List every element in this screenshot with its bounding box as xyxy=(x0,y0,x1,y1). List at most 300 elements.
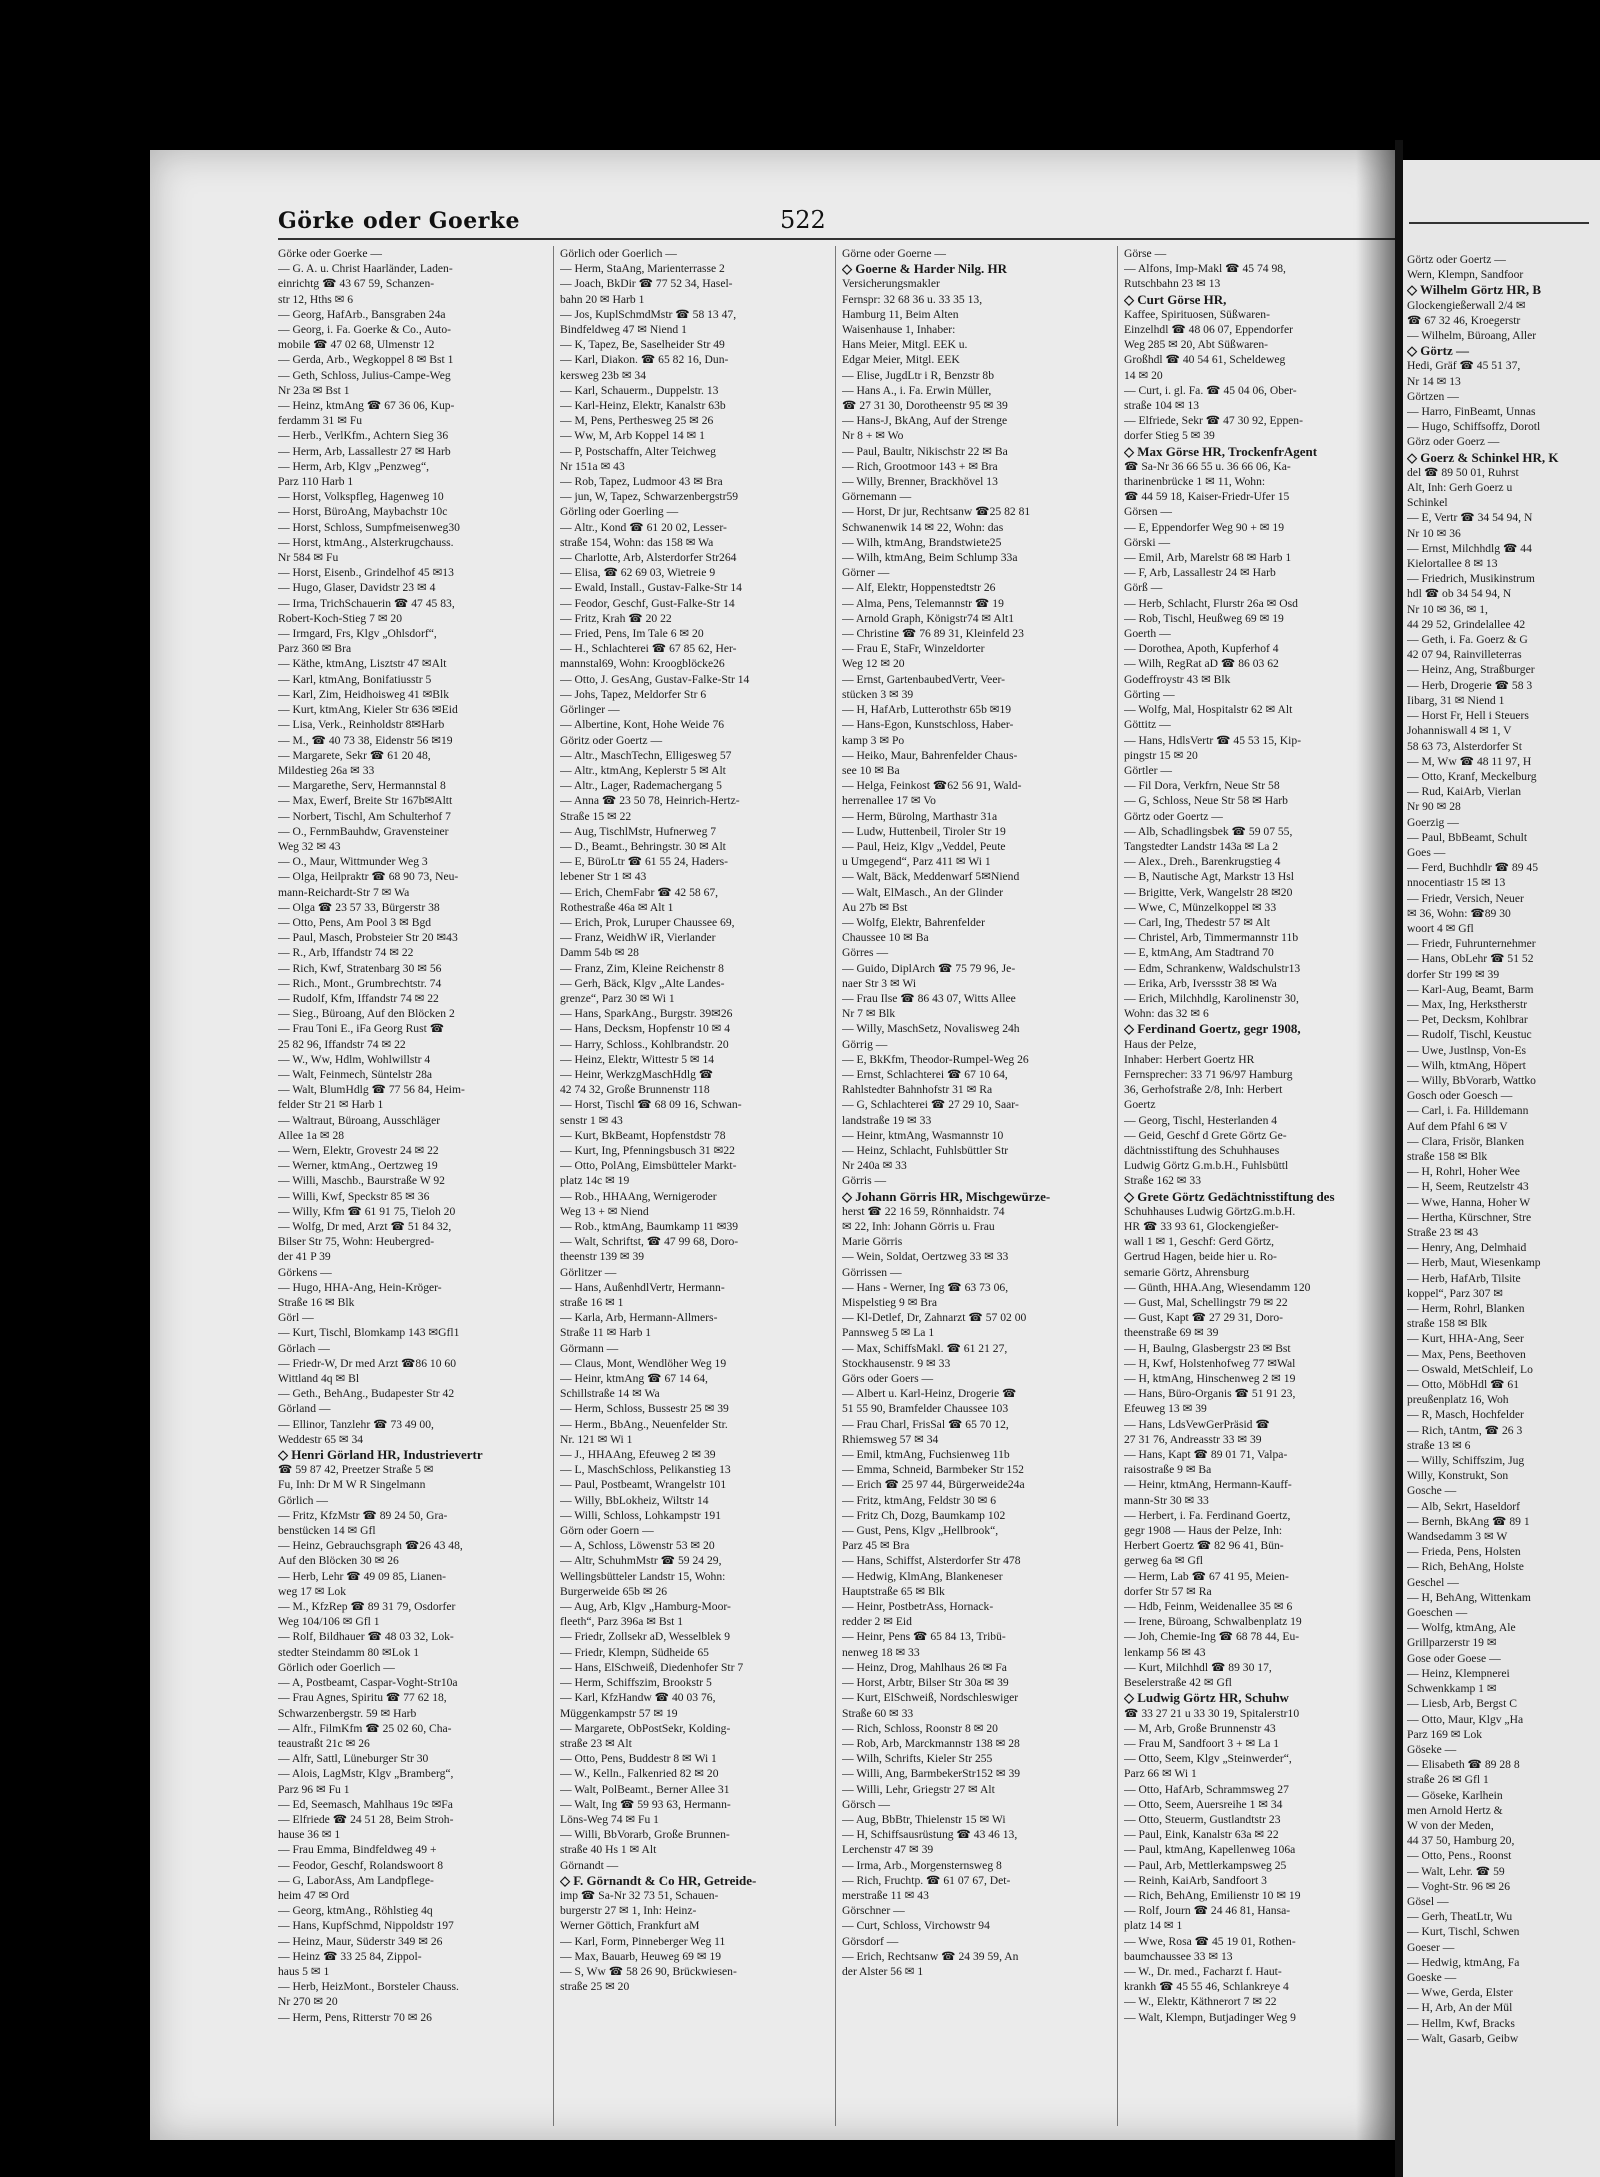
directory-entry-line: Wohn: das 32 ✉ 6 xyxy=(1124,1007,1209,1021)
directory-entry-line: — W., Elektr, Käthnerort 7 ✉ 22 xyxy=(1124,1995,1277,2009)
directory-entry-line: — Herm, Lab ☎ 67 41 95, Meien- xyxy=(1124,1569,1289,1583)
directory-entry-line: — Georg, HafArb., Bansgraben 24a xyxy=(278,307,446,321)
directory-entry-line: Fu, Inh: Dr M W R Singelmann xyxy=(278,1478,426,1492)
directory-entry-line: 44 37 50, Hamburg 20, xyxy=(1407,1834,1515,1848)
directory-entry-line: ◇ F. Görnandt & Co HR, Getreide- xyxy=(560,1872,757,1888)
facing-column xyxy=(1407,252,1600,2046)
surname-heading: Görsch — xyxy=(842,1797,890,1811)
directory-entry-line: Efeuweg 13 ✉ 39 xyxy=(1124,1402,1207,1416)
directory-entry-line: stücken 3 ✉ 39 xyxy=(842,687,914,701)
surname-heading: Goes — xyxy=(1407,845,1446,859)
directory-entry-line: — E, BüroLtr ☎ 61 55 24, Haders- xyxy=(560,855,729,869)
directory-entry-line: Beselerstraße 42 ✉ Gfl xyxy=(1124,1676,1232,1690)
directory-entry-line: Parz 169 ✉ Lok xyxy=(1407,1727,1483,1741)
directory-entry-line: ◇ Wilhelm Görtz HR, B xyxy=(1407,282,1542,298)
page-number: 522 xyxy=(780,206,826,234)
directory-entry-line: — Heinr, Pens ☎ 65 84 13, Tribü- xyxy=(842,1630,1006,1644)
directory-entry-line: — Hellm, Kwf, Bracks xyxy=(1407,2016,1515,2030)
directory-entry-line: — W., Dr. med., Facharzt f. Haut- xyxy=(1124,1964,1282,1978)
directory-entry-line: — Hertha, Kürschner, Stre xyxy=(1407,1210,1532,1224)
directory-entry-line: — Georg, i. Fa. Goerke & Co., Auto- xyxy=(278,323,452,337)
column-4 xyxy=(1124,246,1394,2126)
directory-entry-line: Parz 45 ✉ Bra xyxy=(842,1539,910,1553)
directory-entry-line: — Karl, ktmAng, Bonifatiusstr 5 xyxy=(278,672,432,686)
directory-entry-line: — Günth, HHA.Ang, Wiesendamm 120 xyxy=(1124,1280,1311,1294)
directory-entry-line: — Albertine, Kont, Hohe Weide 76 xyxy=(560,718,725,732)
directory-entry-line: — Hans, HdlsVertr ☎ 45 53 15, Kip- xyxy=(1124,733,1302,747)
directory-entry-line: der 41 P 39 xyxy=(278,1250,331,1264)
directory-entry-line: — Horst, Tischl ☎ 68 09 16, Schwan- xyxy=(560,1098,742,1112)
directory-entry-line: — K, Tapez, Be, Saselheider Str 49 xyxy=(560,338,725,352)
directory-entry-line: Weg 13 + ✉ Niend xyxy=(560,1204,649,1218)
directory-entry-line: men Arnold Hertz & xyxy=(1407,1803,1503,1817)
directory-entry-line: Einzelhdl ☎ 48 06 07, Eppendorfer xyxy=(1124,323,1293,337)
surname-heading: Geschel — xyxy=(1407,1575,1459,1589)
directory-entry-line: Bindfeldweg 47 ✉ Niend 1 xyxy=(560,323,687,337)
directory-entry-line: Nr 584 ✉ Fu xyxy=(278,551,339,565)
directory-entry-line: ✉ 22, Inh: Johann Görris u. Frau xyxy=(842,1220,995,1233)
directory-entry-line: — Karl, Form, Pinneberger Weg 11 xyxy=(560,1934,726,1948)
directory-entry-line: — Walt, BlumHdlg ☎ 77 56 84, Heim- xyxy=(278,1083,465,1097)
directory-entry-line: — Wwe, Rosa ☎ 45 19 01, Rothen- xyxy=(1124,1934,1296,1948)
directory-entry-line: Rutschbahn 23 ✉ 13 xyxy=(1124,277,1221,291)
directory-entry-line: herrenallee 17 ✉ Vo xyxy=(842,794,936,808)
directory-entry-line: — Horst, Volkspfleg, Hagenweg 10 xyxy=(278,490,444,504)
directory-entry-line: W von der Meden, xyxy=(1407,1818,1494,1832)
directory-entry-line: Godeffroystr 43 ✉ Blk xyxy=(1124,672,1231,686)
directory-entry-line: — Fritz, ktmAng, Feldstr 30 ✉ 6 xyxy=(842,1493,996,1507)
directory-entry-line: redder 2 ✉ Eid xyxy=(842,1615,912,1629)
directory-entry-line: — Fried, Pens, Im Tale 6 ✉ 20 xyxy=(560,627,704,641)
directory-entry-line: — D., Beamt., Behringstr. 30 ✉ Alt xyxy=(560,839,726,853)
directory-entry-line: naer Str 3 ✉ Wi xyxy=(842,976,917,990)
directory-entry-line: — Joh, Chemie-Ing ☎ 68 78 44, Eu- xyxy=(1124,1630,1300,1644)
directory-entry-line: straße 16 ✉ 1 xyxy=(560,1296,624,1310)
directory-entry-line: HR ☎ 33 93 61, Glockengießer- xyxy=(1124,1220,1279,1233)
directory-entry-line: Nr 10 ✉ 36, ✉ 1, xyxy=(1407,602,1488,616)
directory-entry-line: ◇ Goerne & Harder Nilg. HR xyxy=(842,261,1008,277)
directory-entry-line: dorfer Stieg 5 ✉ 39 xyxy=(1124,429,1215,443)
directory-entry-line: Nr 23a ✉ Bst 1 xyxy=(278,383,350,397)
directory-entry-line: — O., Maur, Wittmunder Weg 3 xyxy=(278,855,428,869)
directory-entry-line: Versicherungsmakler xyxy=(842,277,940,291)
directory-entry-line: — Rudolf, Kfm, Iffandstr 74 ✉ 22 xyxy=(278,991,439,1005)
directory-entry-line: — Karla, Arb, Hermann-Allmers- xyxy=(560,1311,718,1325)
surname-heading: Görß — xyxy=(1124,581,1163,595)
directory-entry-line: Marie Görris xyxy=(842,1235,903,1249)
directory-entry-line: ◇ Johann Görris HR, Mischgewürze- xyxy=(842,1188,1051,1204)
directory-entry-line: — Oswald, MetSchleif, Lo xyxy=(1407,1362,1533,1376)
directory-entry-line: — Herm, Schiffszim, Brookstr 5 xyxy=(560,1676,712,1690)
surname-heading: Görsdorf — xyxy=(842,1934,899,1948)
directory-entry-line: — P, Postschaffn, Alter Teichweg xyxy=(560,444,716,458)
directory-entry-line: — Hans, ElSchweiß, Diedenhofer Str 7 xyxy=(560,1660,744,1674)
directory-entry-line: — Otto, Maur, Klgv „Ha xyxy=(1407,1712,1524,1726)
directory-entry-line: — Karl, KfzHandw ☎ 40 03 76, xyxy=(560,1691,716,1705)
directory-entry-line: — Willi, Schloss, Lohkampstr 191 xyxy=(560,1508,721,1522)
directory-entry-line: — Aug, BbBtr, Thielenstr 15 ✉ Wi xyxy=(842,1812,1006,1826)
directory-entry-line: — Horst, Schloss, Sumpfmeisenweg30 xyxy=(278,520,460,534)
directory-entry-line: straße 13 ✉ 6 xyxy=(1407,1438,1471,1452)
directory-entry-line: — Heinz ☎ 33 25 84, Zippol- xyxy=(278,1949,422,1963)
directory-entry-line: — Willi, Ang, BarmbekerStr152 ✉ 39 xyxy=(842,1767,1021,1781)
directory-entry-line: straße 23 ✉ Alt xyxy=(560,1736,632,1750)
directory-entry-line: — Herm, Pens, Ritterstr 70 ✉ 26 xyxy=(278,2010,432,2024)
directory-entry-line: — E, Eppendorfer Weg 90 + ✉ 19 xyxy=(1124,520,1284,534)
directory-entry-line: — Frau Emma, Bindfeldweg 49 + xyxy=(278,1843,437,1857)
directory-entry-line: — R., Arb, Iffandstr 74 ✉ 22 xyxy=(278,946,414,960)
directory-entry-line: — Hans, Büro-Organis ☎ 51 91 23, xyxy=(1124,1387,1296,1401)
directory-entry-line: str 12, Hths ✉ 6 xyxy=(278,292,354,306)
surname-heading: Görs oder Goers — xyxy=(842,1372,934,1386)
directory-entry-line: — Kurt, Tischl, Blomkamp 143 ✉Gfl1 xyxy=(278,1326,460,1340)
directory-entry-line: — Wern, Elektr, Grovestr 24 ✉ 22 xyxy=(278,1143,439,1157)
directory-entry-line: — Wolfg, Dr med, Arzt ☎ 51 84 32, xyxy=(278,1220,452,1233)
surname-heading: Goeske — xyxy=(1407,1970,1457,1984)
directory-entry-line: — Gust, Pens, Klgv „Hellbrook“, xyxy=(842,1524,999,1538)
directory-entry-line: preußenplatz 16, Woh xyxy=(1407,1393,1509,1407)
directory-entry-line: — M., ☎ 40 73 38, Eidenstr 56 ✉19 xyxy=(278,733,453,747)
directory-entry-line: — Geth., BehAng., Budapester Str 42 xyxy=(278,1387,455,1401)
directory-entry-line: Straße 60 ✉ 33 xyxy=(842,1706,914,1720)
directory-entry-line: — Wolfg, Mal, Hospitalstr 62 ✉ Alt xyxy=(1124,703,1293,717)
column-divider xyxy=(1117,246,1118,2126)
surname-heading: Goerzig — xyxy=(1407,815,1459,829)
directory-entry-line: — Walt, Klempn, Butjadinger Weg 9 xyxy=(1124,2010,1296,2024)
directory-entry-line: — Wilh, ktmAng, Beim Schlump 33a xyxy=(842,551,1018,565)
directory-entry-line: — Rob, Tischl, Heußweg 69 ✉ 19 xyxy=(1124,611,1284,625)
directory-entry-line: hause 36 ✉ 1 xyxy=(278,1828,341,1842)
directory-entry-line: — Heiko, Maur, Bahrenfelder Chaus- xyxy=(842,748,1018,762)
directory-entry-line: Nr 90 ✉ 28 xyxy=(1407,800,1461,814)
directory-entry-line: — H, Baulng, Glasbergstr 23 ✉ Bst xyxy=(1124,1341,1291,1355)
directory-entry-line: Hamburg 11, Beim Alten xyxy=(842,307,959,321)
directory-entry-line: Schuhhauses Ludwig GörtzG.m.b.H. xyxy=(1124,1204,1296,1218)
directory-entry-line: — Elfriede, Sekr ☎ 47 30 92, Eppen- xyxy=(1124,414,1303,428)
directory-entry-line: — Charlotte, Arb, Alsterdorfer Str264 xyxy=(560,551,737,565)
directory-entry-line: — Otto, Pens, Buddestr 8 ✉ Wi 1 xyxy=(560,1752,717,1766)
directory-entry-line: Weg 32 ✉ 43 xyxy=(278,839,341,853)
directory-entry-line: — Otto, HafArb, Schrammsweg 27 xyxy=(1124,1782,1289,1796)
directory-entry-line: — Kurt, ElSchweiß, Nordschleswiger xyxy=(842,1691,1019,1705)
directory-entry-line: — G, Schloss, Neue Str 58 ✉ Harb xyxy=(1124,794,1288,808)
directory-entry-line: tharinenbrücke 1 ✉ 11, Wohn: xyxy=(1124,475,1266,489)
directory-entry-line: — Geth, Schloss, Julius-Campe-Weg xyxy=(278,368,451,382)
directory-entry-line: Hans Meier, Mitgl. EEK u. xyxy=(842,338,968,352)
directory-entry-line: Iibarg, 31 ✉ Niend 1 xyxy=(1407,693,1505,707)
directory-entry-line: — Otto, Seem, Klgv „Steinwerder“, xyxy=(1124,1752,1292,1766)
facing-header-rule xyxy=(1409,222,1589,224)
directory-entry-line: haus 5 ✉ 1 xyxy=(278,1964,330,1978)
directory-entry-line: — Käthe, ktmAng, Lisztstr 47 ✉Alt xyxy=(278,657,447,671)
directory-entry-line: — Erich, ChemFabr ☎ 42 58 67, xyxy=(560,885,719,899)
directory-entry-line: — Paul, Arb, Mettlerkampsweg 25 xyxy=(1124,1858,1287,1872)
directory-entry-line: — Horst Fr, Hell i Steuers xyxy=(1407,709,1529,723)
directory-entry-line: — Heinr, ktmAng, Hermann-Kauff- xyxy=(1124,1478,1292,1492)
directory-entry-line: — Horst, Eisenb., Grindelhof 45 ✉13 xyxy=(278,566,454,580)
directory-entry-line: — Rob, Arb, Marckmannstr 138 ✉ 28 xyxy=(842,1736,1020,1750)
directory-entry-line: burgerstr 27 ✉ 1, Inh: Heinz- xyxy=(560,1904,697,1918)
directory-entry-line: Weg 12 ✉ 20 xyxy=(842,657,905,671)
directory-entry-line: ✉ 36, Wohn: ☎89 30 xyxy=(1407,906,1511,920)
directory-entry-line: Haus der Pelze, xyxy=(1124,1037,1197,1051)
directory-entry-line: mannstal69, Wohn: Kroogblöcke26 xyxy=(560,657,725,671)
directory-entry-line: — Wwe, Gerda, Elster xyxy=(1407,1986,1513,2000)
directory-entry-line: — Edm, Schrankenw, Waldschulstr13 xyxy=(1124,961,1301,975)
directory-entry-line: — Jos, KuplSchmdMstr ☎ 58 13 47, xyxy=(560,307,737,321)
directory-entry-line: — Willy, BbVorarb, Wattko xyxy=(1407,1073,1536,1087)
surname-heading: Görlitzer — xyxy=(560,1265,617,1279)
directory-entry-line: — Heinz, Elektr, Wittestr 5 ✉ 14 xyxy=(560,1052,715,1066)
directory-entry-line: — Paul, Eink, Kanalstr 63a ✉ 22 xyxy=(1124,1828,1279,1842)
surname-heading: ◇ Görtz — xyxy=(1407,343,1469,359)
directory-entry-line: — Karl-Aug, Beamt, Barm xyxy=(1407,982,1534,996)
surname-heading: Görting — xyxy=(1124,687,1175,701)
directory-entry-line: — Alb, Sekrt, Haseldorf xyxy=(1407,1499,1521,1513)
directory-entry-line: Wandsedamm 3 ✉ W xyxy=(1407,1530,1508,1544)
directory-entry-line: — Franz, WeidhW iR, Vierlander xyxy=(560,931,716,945)
directory-entry-line: — Aug, Arb, Klgv „Hamburg-Moor- xyxy=(560,1600,731,1614)
directory-entry-line: — jun, W, Tapez, Schwarzenbergstr59 xyxy=(560,490,739,504)
directory-entry-line: merstraße 11 ✉ 43 xyxy=(842,1888,929,1902)
surname-heading: Görtler — xyxy=(1124,763,1172,777)
directory-entry-line: — Dorothea, Apoth, Kupferhof 4 xyxy=(1124,642,1279,656)
directory-entry-line: Nr 240a ✉ 33 xyxy=(842,1159,907,1173)
directory-entry-line: straße 25 ✉ 20 xyxy=(560,1980,630,1994)
directory-entry-line: koppel“, Parz 307 ✉ xyxy=(1407,1286,1503,1300)
directory-entry-line: Edgar Meier, Mitgl. EEK xyxy=(842,353,960,367)
directory-entry-line: — Herm, Schloss, Bussestr 25 ✉ 39 xyxy=(560,1402,729,1416)
directory-entry-line: — Paul, ktmAng, Kapellenweg 106a xyxy=(1124,1843,1296,1857)
directory-entry-line: — Walt, Gasarb, Geibw xyxy=(1407,2031,1519,2045)
directory-entry-line: — Herbert, i. Fa. Ferdinand Goertz, xyxy=(1124,1508,1291,1522)
directory-entry-line: — Kl-Detlef, Dr, Zahnarzt ☎ 57 02 00 xyxy=(842,1311,1027,1325)
directory-entry-line: Grillparzerstr 19 ✉ xyxy=(1407,1636,1497,1650)
directory-entry-line: — Otto, PolAng, Eimsbütteler Markt- xyxy=(560,1159,737,1173)
directory-entry-line: platz 14c ✉ 19 xyxy=(560,1174,630,1188)
directory-entry-line: — Max, Pens, Beethoven xyxy=(1407,1347,1526,1361)
directory-entry-line: — Georg, Tischl, Hesterlanden 4 xyxy=(1124,1113,1278,1127)
directory-entry-line: dächtnisstiftung des Schuhhauses xyxy=(1124,1143,1280,1157)
directory-entry-line: — Wolfg, Elektr, Bahrenfelder xyxy=(842,915,985,929)
directory-entry-line: — Max, SchiffsMakl. ☎ 61 21 27, xyxy=(842,1341,1008,1355)
directory-entry-line: — Christel, Arb, Timmermannstr 11b xyxy=(1124,931,1299,945)
directory-entry-line: nenweg 18 ✉ 33 xyxy=(842,1645,920,1659)
directory-entry-line: bahn 20 ✉ Harb 1 xyxy=(560,292,645,306)
directory-entry-line: — H, Schiffsausrüstung ☎ 43 46 13, xyxy=(842,1828,1018,1842)
directory-entry-line: — Bernh, BkAng ☎ 89 1 xyxy=(1407,1514,1530,1528)
directory-entry-line: dorfer Str 199 ✉ 39 xyxy=(1407,967,1500,981)
directory-entry-line: Au 27b ✉ Bst xyxy=(842,900,908,914)
directory-entry-line: — Erich, Milchhdlg, Karolinenstr 30, xyxy=(1124,991,1299,1005)
directory-entry-line: ☎ Sa-Nr 36 66 55 u. 36 66 06, Ka- xyxy=(1124,459,1291,473)
directory-entry-line: — W., Ww, Hdlm, Wohlwillstr 4 xyxy=(278,1052,431,1066)
directory-entry-line: — Heinz, ktmAng ☎ 67 36 06, Kup- xyxy=(278,399,455,413)
directory-entry-line: — Hedwig, KlmAng, Blankeneser xyxy=(842,1569,1003,1583)
directory-entry-line: — Hans-J, BkAng, Auf der Strenge xyxy=(842,414,1008,428)
directory-entry-line: — Wilh, ktmAng, Höpert xyxy=(1407,1058,1526,1072)
directory-entry-line: — Paul, Masch, Probsteier Str 20 ✉43 xyxy=(278,931,458,945)
directory-entry-line: — Kurt, ktmAng, Kieler Str 636 ✉Eid xyxy=(278,703,458,717)
directory-entry-line: ferdamm 31 ✉ Fu xyxy=(278,414,363,428)
directory-entry-line: — Ernst, Schlachterei ☎ 67 10 64, xyxy=(842,1067,1008,1081)
directory-entry-line: — Herm, Bürolng, Marthastr 31a xyxy=(842,809,998,823)
surname-heading: Görrig — xyxy=(842,1037,888,1051)
directory-entry-line: — Walt, Schriftst, ☎ 47 99 68, Doro- xyxy=(560,1235,739,1249)
directory-entry-line: — Otto, Seem, Auersreihe 1 ✉ 34 xyxy=(1124,1797,1283,1811)
directory-entry-line: — Kurt, Milchhdl ☎ 89 30 17, xyxy=(1124,1660,1272,1674)
directory-entry-line: Auf dem Pfahl 6 ✉ V xyxy=(1407,1119,1508,1133)
directory-entry-line: — Hans, Kapt ☎ 89 01 71, Valpa- xyxy=(1124,1448,1288,1462)
directory-entry-line: — Kurt, BkBeamt, Hopfenstdstr 78 xyxy=(560,1128,726,1142)
directory-entry-line: — Max, Bauarb, Heuweg 69 ✉ 19 xyxy=(560,1949,722,1963)
directory-entry-line: — Arnold Graph, Königstr74 ✉ Alt1 xyxy=(842,611,1015,625)
directory-entry-line: — Frau Agnes, Spiritu ☎ 77 62 18, xyxy=(278,1691,447,1705)
directory-entry-line: — Hugo, Glaser, Davidstr 23 ✉ 4 xyxy=(278,581,436,595)
surname-heading: Görke oder Goerke — xyxy=(278,247,382,260)
surname-heading: Görl — xyxy=(278,1311,314,1325)
directory-entry-line: — Rob., ktmAng, Baumkamp 11 ✉39 xyxy=(560,1220,739,1233)
directory-entry-line: — E, ktmAng, Am Stadtrand 70 xyxy=(1124,946,1274,960)
directory-entry-line: Bilser Str 75, Wohn: Heubergred- xyxy=(278,1235,435,1249)
directory-entry-line: — Ewald, Install., Gustav-Falke-Str 14 xyxy=(560,581,742,595)
directory-entry-line: — Friedr, Klempn, Südheide 65 xyxy=(560,1645,709,1659)
directory-entry-line: — J., HHAAng, Efeuweg 2 ✉ 39 xyxy=(560,1448,716,1462)
surname-heading: Gosche — xyxy=(1407,1484,1457,1498)
directory-entry-line: — Willi, BbVorarb, Große Brunnen- xyxy=(560,1828,730,1842)
directory-entry-line: — Karl, Diakon. ☎ 65 82 16, Dun- xyxy=(560,353,729,367)
directory-entry-line: Gertrud Hagen, beide hier u. Ro- xyxy=(1124,1250,1277,1264)
directory-entry-line: Werner Göttich, Frankfurt aM xyxy=(560,1919,700,1933)
directory-entry-line: — Helga, Feinkost ☎62 56 91, Wald- xyxy=(842,779,1022,793)
directory-page xyxy=(150,150,1395,2140)
directory-entry-line: — Elise, JugdLtr i R, Benzstr 8b xyxy=(842,368,994,382)
directory-entry-line: ☎ 44 59 18, Kaiser-Friedr-Ufer 15 xyxy=(1124,490,1290,504)
directory-entry-line: — Wolfg, ktmAng, Ale xyxy=(1407,1621,1516,1635)
directory-entry-line: straße 158 ✉ Blk xyxy=(1407,1149,1488,1163)
directory-entry-line: Wittland 4q ✉ Bl xyxy=(278,1372,360,1386)
directory-entry-line: — Otto, Pens, Am Pool 3 ✉ Bgd xyxy=(278,915,432,929)
directory-entry-line: Rothestraße 46a ✉ Alt 1 xyxy=(560,900,674,914)
directory-entry-line: — Erich, Prok, Luruper Chaussee 69, xyxy=(560,915,735,929)
directory-entry-line: Mildestieg 26a ✉ 33 xyxy=(278,763,375,777)
directory-entry-line: 36, Gerhofstraße 2/8, Inh: Herbert xyxy=(1124,1083,1283,1097)
directory-entry-line: — Fil Dora, Verkfrn, Neue Str 58 xyxy=(1124,779,1280,793)
directory-entry-line: Nr 151a ✉ 43 xyxy=(560,459,625,473)
directory-entry-line: — Guido, DiplArch ☎ 75 79 96, Je- xyxy=(842,961,1016,975)
surname-heading: Görlich — xyxy=(278,1493,328,1507)
directory-entry-line: — Willi, Kwf, Speckstr 85 ✉ 36 xyxy=(278,1189,430,1203)
directory-entry-line: herst ☎ 22 16 59, Rönnhaidstr. 74 xyxy=(842,1204,1005,1218)
directory-entry-line: Parz 66 ✉ Wi 1 xyxy=(1124,1767,1197,1781)
directory-entry-line: — Curt, Schloss, Virchowstr 94 xyxy=(842,1919,990,1933)
directory-entry-line: — Rob., HHAAng, Wernigeroder xyxy=(560,1189,717,1203)
directory-entry-line: Weg 285 ✉ 20, Abt Süßwaren- xyxy=(1124,338,1269,352)
directory-entry-line: — H, Seem, Reutzelstr 43 xyxy=(1407,1180,1529,1194)
directory-entry-line: — Emil, ktmAng, Fuchsienweg 11b xyxy=(842,1448,1010,1462)
directory-entry-line: u Umgegend“, Parz 411 ✉ Wi 1 xyxy=(842,855,991,869)
directory-entry-line: — Altr., Lager, Rademachergang 5 xyxy=(560,779,722,793)
directory-entry-line: 44 29 52, Grindelallee 42 xyxy=(1407,617,1526,631)
directory-entry-line: — Frau E, StaFr, Winzeldorter xyxy=(842,642,985,656)
directory-entry-line: — Christine ☎ 76 89 31, Kleinfeld 23 xyxy=(842,627,1024,641)
directory-entry-line: teaustraßt 21c ✉ 26 xyxy=(278,1736,370,1750)
directory-entry-line: — Rich, BehAng, Emilienstr 10 ✉ 19 xyxy=(1124,1888,1301,1902)
directory-entry-line: pingstr 15 ✉ 20 xyxy=(1124,748,1198,762)
directory-entry-line: — H, Kwf, Holstenhofweg 77 ✉Wal xyxy=(1124,1356,1296,1370)
directory-entry-line: — Paul, Heiz, Klgv „Veddel, Peute xyxy=(842,839,1006,853)
directory-entry-line: theenstr 139 ✉ 39 xyxy=(560,1250,645,1264)
directory-entry-line: — Alma, Pens, Telemannstr ☎ 19 xyxy=(842,596,1004,610)
directory-entry-line: — Rob, Tapez, Ludmoor 43 ✉ Bra xyxy=(560,475,723,489)
surname-heading: Görlach — xyxy=(278,1341,330,1355)
directory-entry-line: — Heinz, Drog, Mahlhaus 26 ✉ Fa xyxy=(842,1660,1007,1674)
directory-entry-line: — Geid, Geschf d Grete Görtz Ge- xyxy=(1124,1128,1287,1142)
directory-entry-line: senstr 1 ✉ 43 xyxy=(560,1113,623,1127)
directory-entry-line: — Frau M, Sandfoort 3 + ✉ La 1 xyxy=(1124,1736,1280,1750)
surname-heading: Görmann — xyxy=(560,1341,619,1355)
directory-entry-line: — Erich ☎ 25 97 44, Bürgerweide24a xyxy=(842,1478,1025,1492)
directory-entry-line: — Carl, i. Fa. Hilldemann xyxy=(1407,1104,1529,1118)
directory-entry-line: — Herb, Lehr ☎ 49 09 85, Lianen- xyxy=(278,1569,447,1583)
directory-entry-line: — Gerda, Arb., Wegkoppel 8 ✉ Bst 1 xyxy=(278,353,454,367)
directory-entry-line: mann-Str 30 ✉ 33 xyxy=(1124,1493,1209,1507)
surname-heading: Görling oder Goerling — xyxy=(560,505,679,519)
directory-entry-line: — Reinh, KaiArb, Sandfoort 3 xyxy=(1124,1873,1267,1887)
directory-entry-line: Weddestr 65 ✉ 34 xyxy=(278,1432,364,1446)
directory-entry-line: — Gerh, Bäck, Klgv „Alte Landes- xyxy=(560,976,725,990)
directory-entry-line: — Ellinor, Tanzlehr ☎ 73 49 00, xyxy=(278,1417,434,1431)
directory-entry-line: Löns-Weg 74 ✉ Fu 1 xyxy=(560,1812,659,1826)
directory-entry-line: ◇ Grete Görtz Gedächtnisstiftung des xyxy=(1124,1188,1335,1204)
directory-entry-line: — Hans - Werner, Ing ☎ 63 73 06, xyxy=(842,1280,1009,1294)
directory-entry-line: — Waltraut, Büroang, Ausschläger xyxy=(278,1113,441,1127)
directory-entry-line: — Fritz Ch, Dozg, Baumkamp 102 xyxy=(842,1508,1006,1522)
directory-entry-line: — Brigitte, Verk, Wangelstr 28 ✉20 xyxy=(1124,885,1293,899)
directory-entry-line: — Uwe, Justlnsp, Von-Es xyxy=(1407,1043,1527,1057)
directory-entry-line: — Elisa, ☎ 62 69 03, Wietreie 9 xyxy=(560,566,716,580)
directory-entry-line: — M, Ww ☎ 48 11 97, H xyxy=(1407,754,1532,768)
directory-entry-line: Schwanenwik 14 ✉ 22, Wohn: das xyxy=(842,520,1004,534)
surname-heading: Gose oder Goese — xyxy=(1407,1651,1501,1665)
directory-entry-line: — F, Arb, Lassallestr 24 ✉ Harb xyxy=(1124,566,1276,580)
directory-entry-line: — Herb, Schlacht, Flurstr 26a ✉ Osd xyxy=(1124,596,1298,610)
surname-heading: Görland — xyxy=(278,1402,331,1416)
running-head: Görke oder Goerke xyxy=(278,208,521,234)
directory-entry-line: Damm 54b ✉ 28 xyxy=(560,946,639,960)
surname-heading: Görkens — xyxy=(278,1265,332,1279)
directory-entry-line: Tangstedter Landstr 143a ✉ La 2 xyxy=(1124,839,1279,853)
directory-entry-line: — Max, Ing, Herkstherstr xyxy=(1407,997,1528,1011)
directory-entry-line: — Max, Ewerf, Breite Str 167b✉Altt xyxy=(278,794,453,808)
directory-entry-line: — Rich, Grootmoor 143 + ✉ Bra xyxy=(842,459,998,473)
directory-entry-line: — Walt, Feinmech, Süntelstr 28a xyxy=(278,1067,433,1081)
directory-entry-line: — Feodor, Geschf, Gust-Falke-Str 14 xyxy=(560,596,735,610)
directory-entry-line: ◇ Henri Görland HR, Industrievertr xyxy=(278,1447,483,1463)
directory-entry-line: gegr 1908 — Haus der Pelze, Inh: xyxy=(1124,1524,1283,1538)
directory-entry-line: — H, Arb, An der Mül xyxy=(1407,2001,1513,2015)
directory-entry-line: — Alex., Dreh., Barenkrugstieg 4 xyxy=(1124,855,1281,869)
directory-entry-line: Willy, Konstrukt, Son xyxy=(1407,1469,1509,1483)
directory-entry-line: Großhdl ☎ 40 54 61, Scheldeweg xyxy=(1124,353,1286,367)
directory-entry-line: — Rich., Mont., Grumbrechtstr. 74 xyxy=(278,976,442,990)
directory-entry-line: benstücken 14 ✉ Gfl xyxy=(278,1524,376,1538)
directory-entry-line: — Heinz, Maur, Süderstr 349 ✉ 26 xyxy=(278,1934,443,1948)
directory-entry-line: Wellingsbütteler Landstr 15, Wohn: xyxy=(560,1569,726,1583)
directory-entry-line: — Hans, Decksm, Hopfenstr 10 ✉ 4 xyxy=(560,1022,731,1036)
column-2 xyxy=(560,246,830,2126)
directory-entry-line: — Hans, SparkAng., Burgstr. 39✉26 xyxy=(560,1007,733,1021)
